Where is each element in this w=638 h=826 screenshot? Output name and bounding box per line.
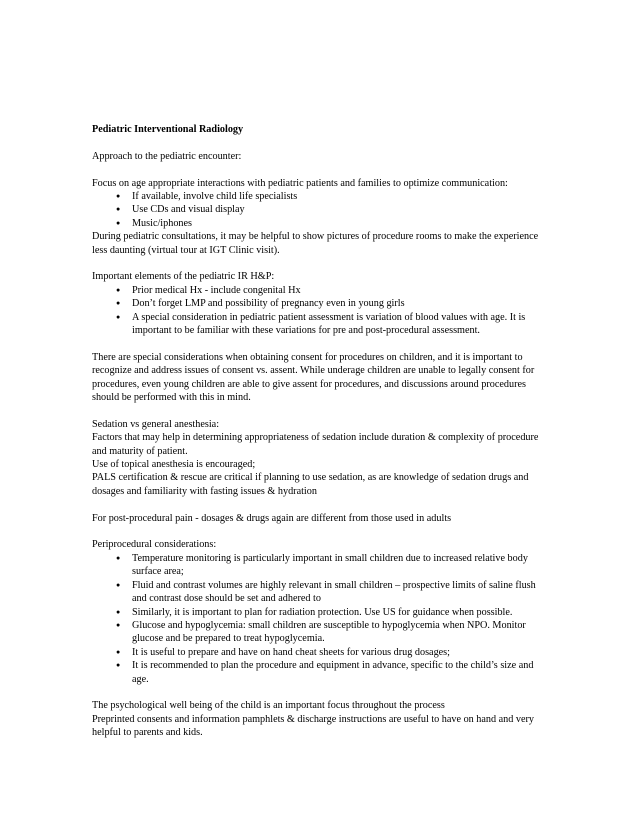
- list-item: ● Glucose and hypoglycemia: small children are susceptible to hypoglycemia when NPO. Monitor glucose and be prepared to treat hypoglycemia.: [92, 619, 552, 646]
- pals-paragraph: PALS certification & rescue are critical if planning to use sedation, as are knowledge of sedation drugs and dosages and familiarity with fasting issues & hydration: [92, 472, 529, 497]
- list-item: ● Prior medical Hx - include congenital Hx: [92, 284, 552, 297]
- peri-intro: Periprocedural considerations:: [92, 539, 217, 551]
- list-item: ● Music/iphones: [92, 217, 552, 230]
- hp-list: [92, 284, 552, 338]
- document-title: Pediatric Interventional Radiology: [92, 124, 244, 135]
- focus-intro: Focus on age appropriate interactions with pediatric patients and families to optimize communication:: [92, 177, 508, 189]
- list-item: ● Similarly, it is important to plan for radiation protection. Use US for guidance when possible.: [92, 606, 552, 619]
- list-item: ● It is useful to prepare and have on hand cheat sheets for various drug dosages;: [92, 646, 552, 659]
- topical-anesthesia: Use of topical anesthesia is encouraged;: [92, 459, 256, 471]
- list-item: ● Use CDs and visual display: [92, 203, 552, 216]
- psych-paragraph: The psychological well being of the child is an important focus throughout the process: [92, 700, 445, 712]
- post-pain-paragraph: For post-procedural pain - dosages & drugs again are different from those used in adults: [92, 512, 452, 524]
- list-item: ● If available, involve child life specialists: [92, 190, 552, 203]
- preprinted-paragraph: Preprinted consents and information pamphlets & discharge instructions are useful to have on hand and very helpful to parents and kids.: [92, 713, 535, 739]
- list-item: ● Don’t forget LMP and possibility of pregnancy even in young girls: [92, 297, 552, 310]
- hp-intro: Important elements of the pediatric IR H&P:: [92, 271, 275, 283]
- approach-heading: Approach to the pediatric encounter:: [92, 150, 242, 162]
- consent-paragraph: There are special considerations when obtaining consent for procedures on children, and it is important to recognize and address issues of consent vs. assent. While underage children are unable to legally consent for procedures, even young children are able to give assent for procedures, and discussions around procedures should be performed with this in mind.: [92, 351, 535, 404]
- consult-paragraph: During pediatric consultations, it may be helpful to show pictures of procedure rooms to make the experience less daunting (virtual tour at IGT Clinic visit).: [92, 231, 539, 256]
- sedation-factors: Factors that may help in determining appropriateness of sedation include duration & complexity of procedure and maturity of patient.: [92, 432, 539, 457]
- peri-list: [92, 552, 552, 686]
- document-page: [92, 123, 552, 740]
- list-item: ● Temperature monitoring is particularly important in small children due to increased relative body surface area;: [92, 552, 552, 579]
- focus-list: [92, 190, 552, 230]
- list-item: ● It is recommended to plan the procedure and equipment in advance, specific to the child’s size and age.: [92, 659, 552, 686]
- sedation-heading: Sedation vs general anesthesia:: [92, 418, 220, 430]
- list-item: ● A special consideration in pediatric patient assessment is variation of blood values with age. It is important to be familiar with these variations for pre and post-procedural assessment.: [92, 311, 552, 338]
- list-item: ● Fluid and contrast volumes are highly relevant in small children – prospective limits of saline flush and contrast dose should be set and adhered to: [92, 579, 552, 606]
